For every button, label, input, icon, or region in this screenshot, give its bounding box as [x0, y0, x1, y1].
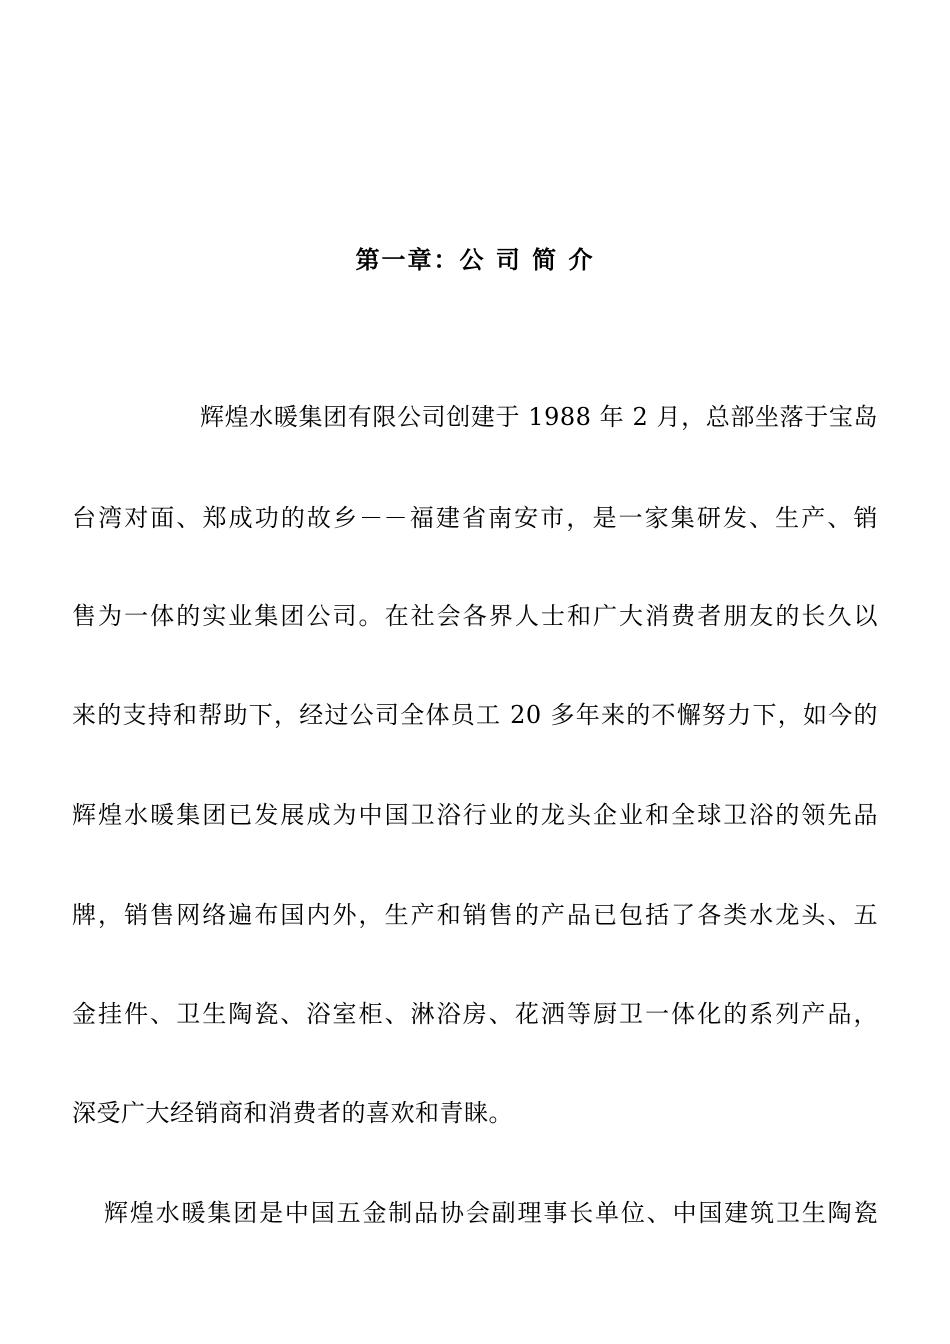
paragraph-1-line-6: 牌，销售网络遍布国内外，生产和销售的产品已包括了各类水龙头、五	[72, 901, 878, 929]
paragraph-2-line-1: 辉煌水暖集团是中国五金制品协会副理事长单位、中国建筑卫生陶瓷	[104, 1199, 878, 1227]
paragraph-1-line-8: 深受广大经销商和消费者的喜欢和青睐。	[72, 1099, 513, 1127]
paragraph-1-line-2: 台湾对面、郑成功的故乡－－福建省南安市，是一家集研发、生产、销	[72, 504, 878, 532]
paragraph-1-line-7: 金挂件、卫生陶瓷、浴室柜、淋浴房、花洒等厨卫一体化的系列产品，	[72, 1000, 878, 1028]
paragraph-1-line-1: 辉煌水暖集团有限公司创建于 1988 年 2 月，总部坐落于宝岛	[200, 403, 878, 431]
chapter-title: 第一章：公 司 简 介	[355, 245, 595, 274]
paragraph-1-line-5: 辉煌水暖集团已发展成为中国卫浴行业的龙头企业和全球卫浴的领先品	[72, 801, 878, 829]
paragraph-1-line-3: 售为一体的实业集团公司。在社会各界人士和广大消费者朋友的长久以	[72, 602, 878, 630]
paragraph-1-line-4: 来的支持和帮助下，经过公司全体员工 20 多年来的不懈努力下，如今的	[72, 701, 878, 729]
